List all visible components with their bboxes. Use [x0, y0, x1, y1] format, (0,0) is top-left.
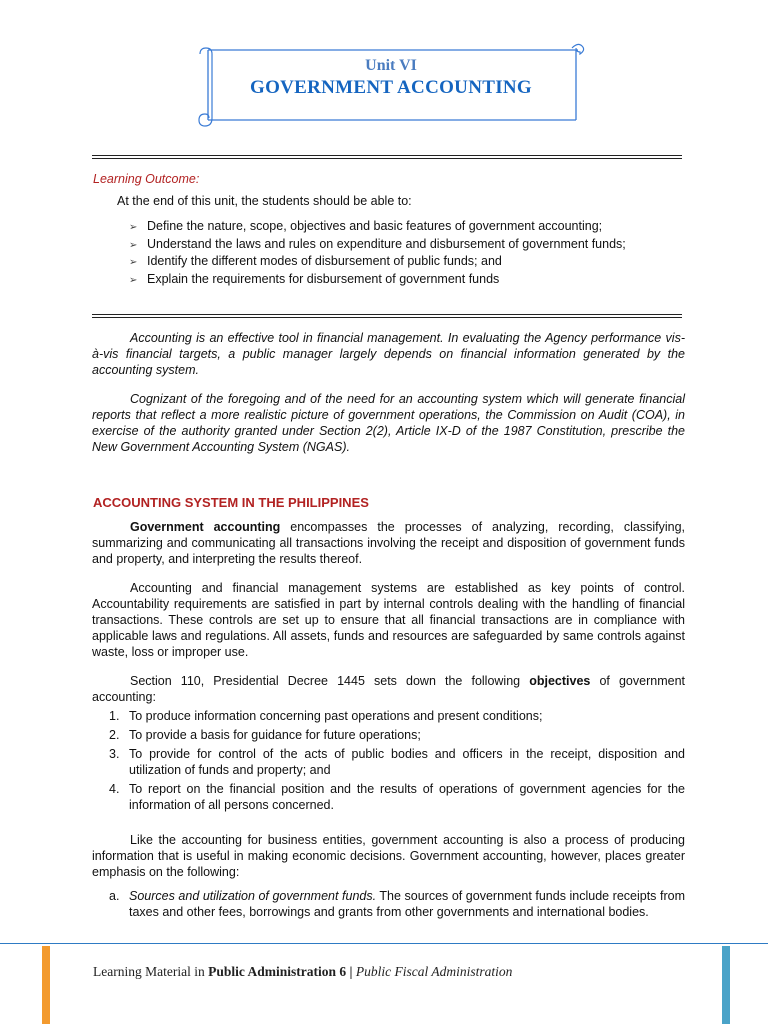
arrow-bullet-icon: ➢: [129, 222, 138, 233]
list-item: ➢ Understand the laws and rules on expenditure and disbursement of government funds;: [129, 236, 626, 254]
divider-top: [92, 155, 682, 159]
intro-paragraph-2: Cognizant of the foregoing and of the need for an accounting system which will generate financial reports that reflect a more realistic picture of government operations, the Commission on Audit (COA), in exercise of the authority granted under Section 2(2), Article IX-D of the 1987 Constitution, prescribe the New Government Accounting System (NGAS).: [92, 392, 685, 454]
unit-label: Unit VI: [365, 57, 417, 74]
arrow-bullet-icon: ➢: [129, 275, 138, 287]
list-item: ➢ Define the nature, scope, objectives and basic features of government accounting;: [129, 218, 626, 236]
footer-divider: [0, 943, 768, 944]
section-heading: ACCOUNTING SYSTEM IN THE PHILIPPINES: [93, 495, 369, 510]
list-item: 2. To provide a basis for guidance for future operations;: [109, 728, 421, 742]
list-item: 4. To report on the financial position and the results of operations of government agencies for the information of all persons concerned.: [109, 782, 685, 812]
controls-paragraph: Accounting and financial management systems are established as key points of control. Accountability requirements are satisfied in part by internal controls dealing with the handling of financial transactions. These controls are set up to ensure that all financial transactions are in compliance with applicable laws and regulations. All assets, funds and resources are safeguarded by same controls against waste, loss or improper use.: [92, 581, 685, 659]
footer-accent-left: [42, 946, 50, 1024]
learning-outcome-title: Learning Outcome:: [93, 172, 200, 186]
list-item: 1. To produce information concerning past operations and present conditions;: [109, 709, 543, 723]
unit-title: GOVERNMENT ACCOUNTING: [249, 77, 532, 98]
learning-outcome-intro: At the end of this unit, the students should be able to:: [117, 194, 412, 208]
arrow-bullet-icon: ➢: [129, 239, 138, 251]
list-item: 3. To provide for control of the acts of public bodies and officers in the receipt, disposition and utilization of funds and property; and: [109, 747, 685, 777]
definition-paragraph: Government accounting encompasses the processes of analyzing, recording, classifying, summarizing and communicating all transactions involving the receipt and disposition of government funds and property, and interpreting the results thereof.: [92, 520, 685, 566]
footer: Learning Material in Public Administration 6 | Public Fiscal Administration: [93, 964, 513, 979]
list-item: a. Sources and utilization of government funds. The sources of government funds include receipts from taxes and other fees, borrowings and grants from other governments and international bodies.: [109, 889, 685, 919]
objectives-intro: Section 110, Presidential Decree 1445 sets down the following objectives of government accounting:: [92, 674, 685, 704]
objectives-list: [92, 708, 685, 816]
emphasis-intro: Like the accounting for business entities, government accounting is also a process of producing information that is useful in making economic decisions. Government accounting, however, places greater emphasis on the following:: [92, 833, 685, 879]
footer-accent-right: [722, 946, 730, 1024]
emphasis-list: [92, 888, 685, 923]
intro-paragraph-1: Accounting is an effective tool in financial management. In evaluating the Agency performance vis-à-vis financial targets, a public manager largely depends on financial information generated by the accounting system.: [92, 331, 685, 377]
arrow-bullet-icon: ➢: [129, 257, 138, 269]
divider-bottom: [92, 314, 682, 318]
list-item: ➢ Explain the requirements for disbursement of government funds: [129, 271, 626, 289]
unit-banner: [196, 40, 586, 128]
list-item: ➢ Identify the different modes of disbursement of public funds; and: [129, 253, 626, 271]
learning-outcome-list: [129, 218, 626, 289]
